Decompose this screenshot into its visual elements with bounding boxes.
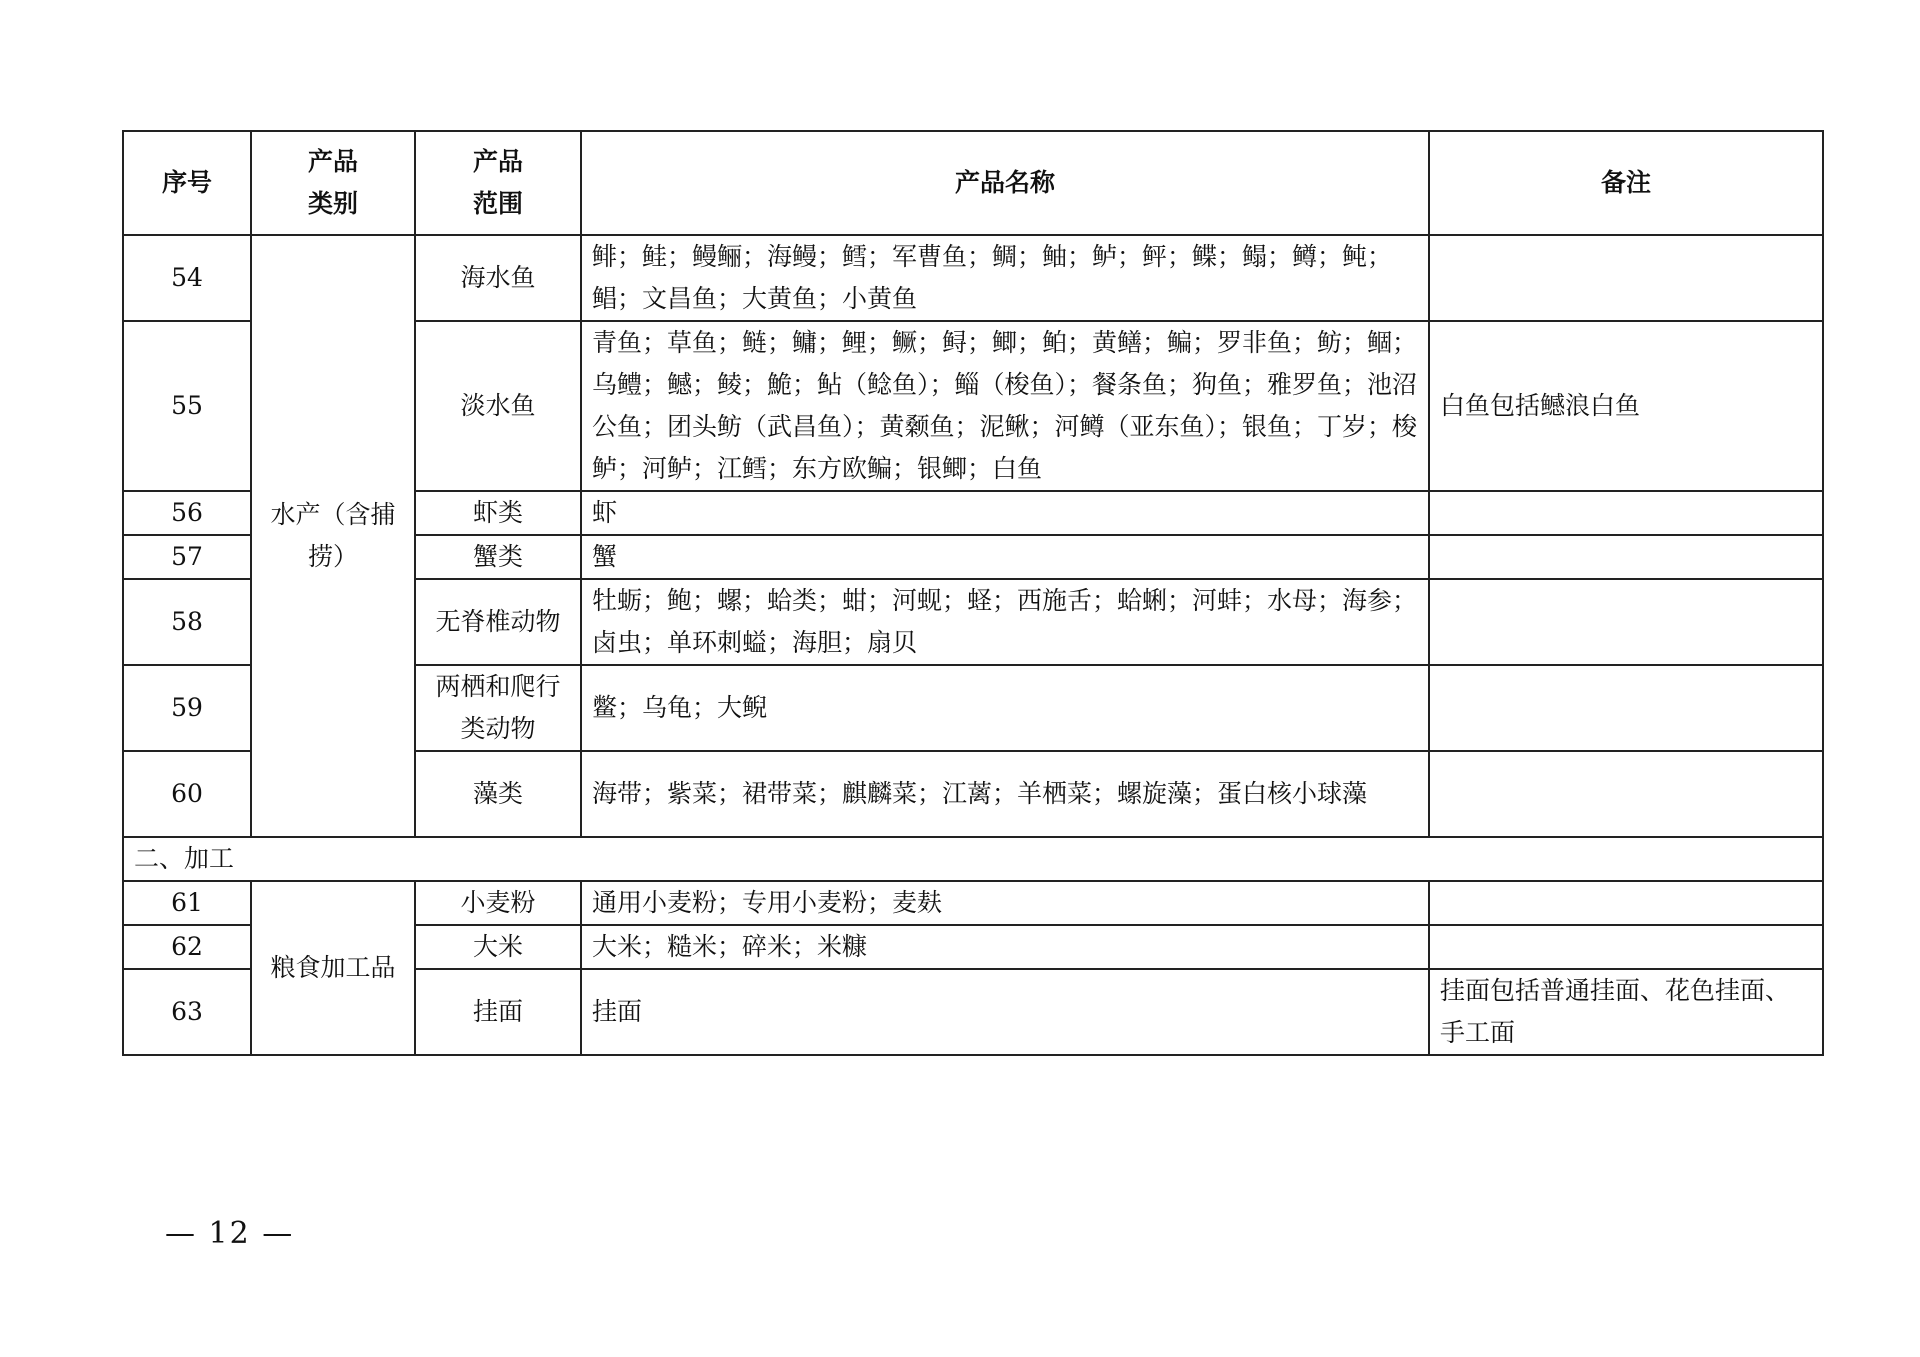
- cell-note: [1429, 535, 1823, 579]
- cell-scope: 虾类: [415, 491, 581, 535]
- header-scope-line1: 产品: [472, 147, 523, 176]
- cell-category-grain: 粮食加工品: [251, 881, 415, 1055]
- cell-no: 58: [123, 579, 251, 665]
- cell-name: 虾: [581, 491, 1429, 535]
- table-header-row: [123, 131, 1823, 235]
- cell-note: [1429, 665, 1823, 751]
- cell-no: 56: [123, 491, 251, 535]
- header-no: 序号: [123, 131, 251, 235]
- cell-scope: 无脊椎动物: [415, 579, 581, 665]
- product-table: [122, 130, 1824, 1056]
- cell-name: 牡蛎；鲍；螺；蛤类；蚶；河蚬；蛏；西施舌；蛤蜊；河蚌；水母；海参；卤虫；单环刺螠；海胆；扇贝: [581, 579, 1429, 665]
- header-scope: [415, 131, 581, 235]
- cell-note: [1429, 925, 1823, 969]
- cell-scope: 蟹类: [415, 535, 581, 579]
- cell-no: 60: [123, 751, 251, 837]
- cell-scope: 藻类: [415, 751, 581, 837]
- cell-no: 59: [123, 665, 251, 751]
- cell-no: 57: [123, 535, 251, 579]
- cell-no: 54: [123, 235, 251, 321]
- cell-note: [1429, 751, 1823, 837]
- cell-name: 青鱼；草鱼；鲢；鳙；鲤；鳜；鲟；鲫；鲌；黄鳝；鳊；罗非鱼；鲂；鲴；乌鳢；鳡；鲮；鮠；鲇（鲶鱼）；鲻（梭鱼）；餐条鱼；狗鱼；雅罗鱼；池沼公鱼；团头鲂（武昌鱼）；黄颡鱼；泥鳅；河鳟（亚东鱼）；银鱼；丁岁；梭鲈；河鲈；江鳕；东方欧鳊；银鲫；白鱼: [581, 321, 1429, 491]
- cell-note: [1429, 579, 1823, 665]
- cell-name: 通用小麦粉；专用小麦粉；麦麸: [581, 881, 1429, 925]
- cell-note: [1429, 881, 1823, 925]
- cell-scope: 挂面: [415, 969, 581, 1055]
- cell-name: 大米；糙米；碎米；米糠: [581, 925, 1429, 969]
- table-row: [123, 881, 1823, 925]
- header-name: 产品名称: [581, 131, 1429, 235]
- cell-no: 63: [123, 969, 251, 1055]
- cell-note: 白鱼包括鳡浪白鱼: [1429, 321, 1823, 491]
- cell-scope: 小麦粉: [415, 881, 581, 925]
- cell-name: 海带；紫菜；裙带菜；麒麟菜；江蓠；羊栖菜；螺旋藻；蛋白核小球藻: [581, 751, 1429, 837]
- cell-no: 55: [123, 321, 251, 491]
- header-category: [251, 131, 415, 235]
- cell-name: 鳖；乌龟；大鲵: [581, 665, 1429, 751]
- cell-scope: 海水鱼: [415, 235, 581, 321]
- section-row-processing: [123, 837, 1823, 881]
- cell-scope: 淡水鱼: [415, 321, 581, 491]
- header-scope-line2: 范围: [472, 189, 523, 218]
- cell-note: 挂面包括普通挂面、花色挂面、手工面: [1429, 969, 1823, 1055]
- cell-name: 鲱；鲑；鳗鲡；海鳗；鳕；军曹鱼；鲷；鲉；鲈；鲆；鲽；鳎；鳟；鲀；鲳；文昌鱼；大黄鱼；小黄鱼: [581, 235, 1429, 321]
- cell-no: 61: [123, 881, 251, 925]
- header-category-line2: 类别: [307, 189, 358, 218]
- cell-scope: 两栖和爬行类动物: [415, 665, 581, 751]
- header-category-line1: 产品: [307, 147, 358, 176]
- header-note: 备注: [1429, 131, 1823, 235]
- cell-note: [1429, 235, 1823, 321]
- cell-note: [1429, 491, 1823, 535]
- cell-name: 蟹: [581, 535, 1429, 579]
- cell-no: 62: [123, 925, 251, 969]
- table-row: [123, 235, 1823, 321]
- cell-name: 挂面: [581, 969, 1429, 1055]
- cell-scope: 大米: [415, 925, 581, 969]
- cell-category-aquatic: 水产（含捕捞）: [251, 235, 415, 837]
- page-number: — 12 —: [165, 1216, 295, 1251]
- section-label: 二、加工: [123, 837, 1823, 881]
